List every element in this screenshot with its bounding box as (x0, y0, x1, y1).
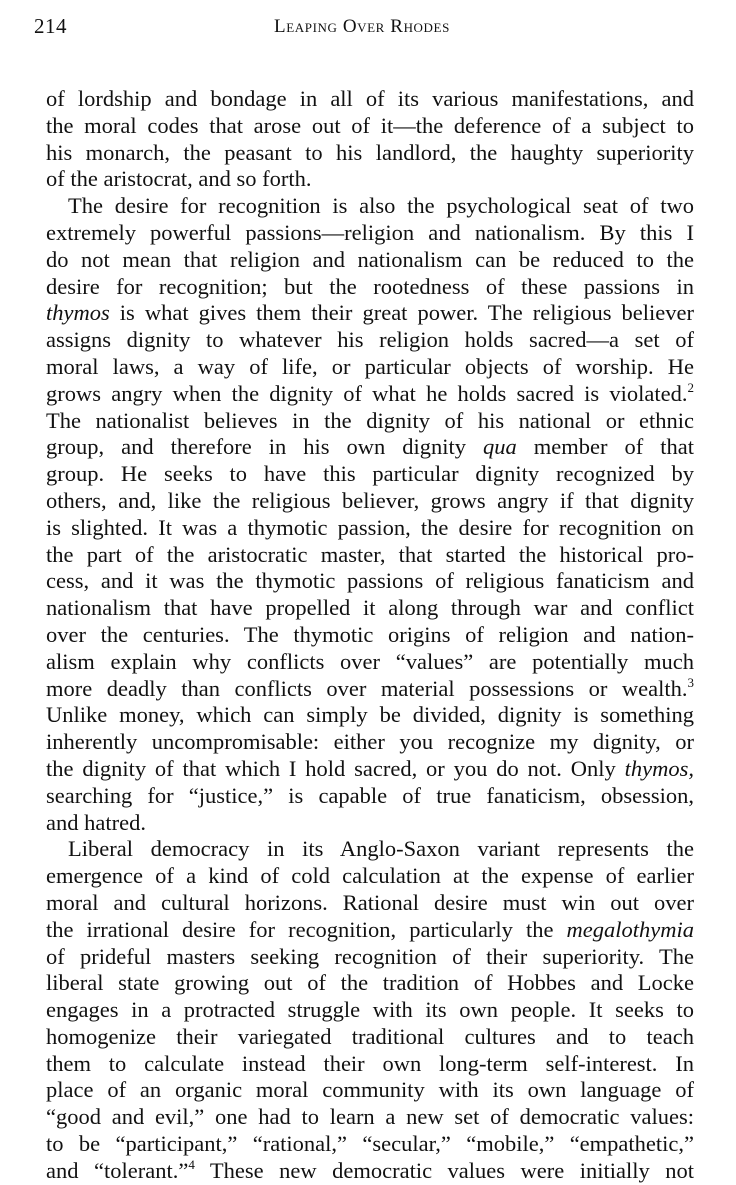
footnote-marker: 2 (687, 380, 694, 395)
text-segment: emergence of a kind of cold calculation at the expense of earlier (46, 863, 694, 889)
italic-text: thymos, (624, 755, 694, 781)
text-line (46, 702, 694, 729)
text-line (46, 434, 694, 461)
footnote-marker: 3 (687, 675, 694, 690)
text-segment: Unlike money, which can simply be divided, dignity is something (46, 702, 694, 728)
text-segment: inherently uncompromisable: either you recognize my dignity, or (46, 729, 694, 755)
text-line (46, 622, 694, 649)
text-line (46, 542, 694, 569)
text-segment: the moral codes that arose out of it—the deference of a subject to (46, 112, 694, 138)
text-segment: his monarch, the peasant to his landlord, the haughty superiority (46, 139, 694, 165)
text-line (46, 140, 694, 167)
footnote-marker: 4 (188, 1157, 195, 1172)
text-line (46, 676, 694, 703)
text-segment: more deadly than conflicts over material possessions or wealth. (46, 675, 688, 701)
text-line (46, 1104, 694, 1131)
running-title: Leaping Over Rhodes (274, 16, 450, 37)
text-segment: others, and, like the religious believer, grows angry if that dignity (46, 487, 694, 513)
text-line (46, 220, 694, 247)
text-line (46, 247, 694, 274)
text-segment: of prideful masters seeking recognition of their superiority. The (46, 943, 694, 969)
text-line (46, 1024, 694, 1051)
text-segment: alism explain why conflicts over “values” are potentially much (46, 648, 694, 674)
text-line (46, 166, 694, 193)
text-line (46, 863, 694, 890)
text-segment: is what gives them their great power. The religious believer (109, 300, 694, 326)
text-line (46, 970, 694, 997)
body-text (46, 86, 694, 1185)
text-segment: homogenize their variegated traditional cultures and to teach (46, 1023, 694, 1049)
text-segment: over the centuries. The thymotic origins of religion and nation- (46, 621, 694, 647)
page-number: 214 (34, 14, 67, 38)
text-line (46, 756, 694, 783)
text-segment: do not mean that religion and nationalism can be reduced to the (46, 246, 694, 272)
text-segment: grows angry when the dignity of what he holds sacred is violated. (46, 380, 688, 406)
text-segment: the dignity of that which I hold sacred, or you do not. Only (46, 755, 625, 781)
text-line (46, 917, 694, 944)
italic-text: megalothymia (566, 916, 694, 942)
text-line (46, 408, 694, 435)
text-line (46, 997, 694, 1024)
text-segment: liberal state growing out of the tradition of Hobbes and Locke (46, 970, 694, 996)
text-segment: member of that (516, 434, 694, 460)
text-line (46, 649, 694, 676)
text-line (46, 1077, 694, 1104)
text-line (46, 595, 694, 622)
italic-text: thymos (46, 300, 110, 326)
text-segment: of the aristocrat, and so forth. (46, 166, 312, 192)
text-line (46, 354, 694, 381)
text-line (46, 890, 694, 917)
text-line (46, 1051, 694, 1078)
text-line (46, 274, 694, 301)
text-segment: cess, and it was the thymotic passions of religious fanaticism and (46, 568, 694, 594)
text-line (46, 836, 694, 863)
italic-text: qua (483, 434, 517, 460)
text-line (46, 1131, 694, 1158)
text-segment: and hatred. (46, 809, 146, 835)
text-segment: is slighted. It was a thymotic passion, the desire for recognition on (46, 514, 694, 540)
text-segment: assigns dignity to whatever his religion holds sacred—a set of (46, 327, 694, 353)
text-segment: and “tolerant.” (46, 1157, 189, 1183)
text-segment: “good and evil,” one had to learn a new set of democratic values: (46, 1104, 694, 1130)
text-segment: extremely powerful passions—religion and nationalism. By this I (46, 219, 694, 245)
text-segment: The desire for recognition is also the psychological seat of two (68, 193, 694, 219)
text-line (46, 327, 694, 354)
text-segment: of lordship and bondage in all of its various manifestations, and (46, 86, 694, 111)
text-line (46, 300, 694, 327)
text-segment: searching for “justice,” is capable of true fanaticism, obsession, (46, 782, 694, 808)
text-line (46, 113, 694, 140)
text-segment: desire for recognition; but the rootedness of these passions in (46, 273, 694, 299)
text-line (46, 381, 694, 408)
text-segment: group. He seeks to have this particular dignity recognized by (46, 461, 694, 487)
text-line (46, 488, 694, 515)
text-segment: group, and therefore in his own dignity (46, 434, 484, 460)
text-line (46, 461, 694, 488)
text-segment: These new democratic values were initially not (194, 1157, 694, 1183)
text-line (46, 193, 694, 220)
text-segment: moral and cultural horizons. Rational desire must win out over (46, 889, 694, 915)
text-line (46, 944, 694, 971)
text-line (46, 810, 694, 837)
text-segment: to be “participant,” “rational,” “secular,” “mobile,” “empathetic,” (46, 1131, 694, 1157)
text-segment: The nationalist believes in the dignity of his national or ethnic (46, 407, 694, 433)
text-line (46, 783, 694, 810)
text-line (46, 86, 694, 113)
text-segment: them to calculate instead their own long-term self-interest. In (46, 1050, 694, 1076)
running-header (34, 14, 694, 44)
text-line (46, 515, 694, 542)
text-segment: the irrational desire for recognition, particularly the (46, 916, 567, 942)
text-segment: place of an organic moral community with its own language of (46, 1077, 694, 1103)
text-segment: Liberal democracy in its Anglo-Saxon variant represents the (68, 836, 694, 862)
text-segment: the part of the aristocratic master, that started the historical pro- (46, 541, 694, 567)
text-segment: nationalism that have propelled it along through war and conflict (46, 595, 694, 621)
text-segment: moral laws, a way of life, or particular objects of worship. He (46, 353, 694, 379)
text-line (46, 568, 694, 595)
text-segment: engages in a protracted struggle with its own people. It seeks to (46, 997, 694, 1023)
text-line (46, 729, 694, 756)
text-line (46, 1158, 694, 1185)
